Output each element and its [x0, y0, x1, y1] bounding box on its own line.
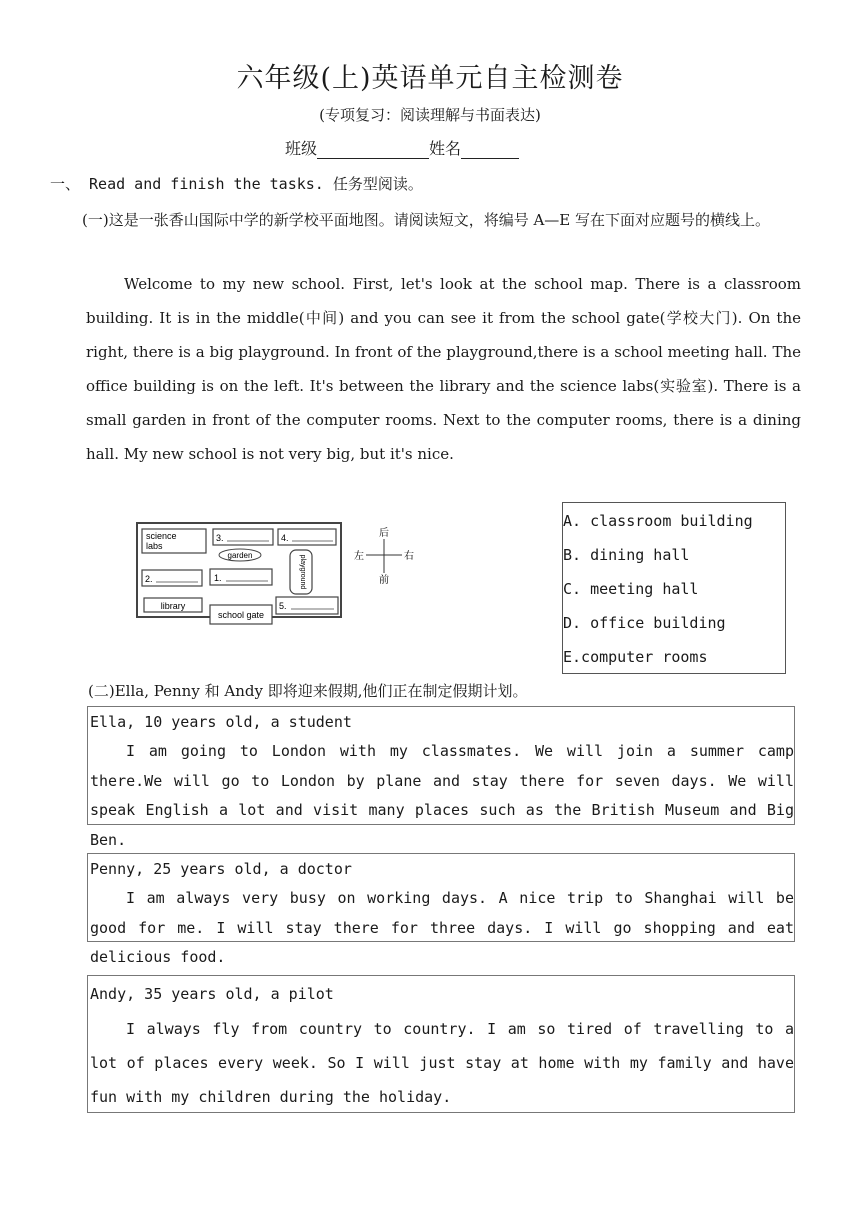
compass-front: 前	[379, 575, 389, 586]
person-text: I am always very busy on working days. A nice trip to Shanghai will be good for me. I will stay there for three days. I will go shopping and eat delicious food.	[90, 889, 794, 966]
playground-label: playground	[299, 554, 306, 590]
garden-label: garden	[227, 551, 253, 560]
library-label: library	[160, 601, 186, 611]
person-card-penny	[87, 853, 795, 966]
compass-right: 右	[404, 551, 414, 562]
class-blank[interactable]	[317, 142, 429, 159]
option-b: B. dining hall	[563, 546, 690, 564]
person-card-andy	[87, 975, 795, 1113]
page-title: 六年级(上)英语单元自主检测卷	[236, 63, 624, 94]
option-d: D. office building	[563, 614, 726, 632]
option-c: C. meeting hall	[563, 580, 699, 598]
person-name: Penny, 25 years old, a doctor	[90, 860, 352, 878]
person-text: I always fly from country to country. I am so tired of travelling to a lot of places every week. So I will just stay at home with my family and have fun with my children during the holiday.	[90, 1020, 794, 1106]
class-label: 班级	[285, 139, 318, 158]
compass-left: 左	[354, 551, 364, 562]
school-gate-label: school gate	[217, 610, 265, 620]
name-blank[interactable]	[461, 142, 519, 159]
reading-passage	[86, 267, 801, 471]
person-text: I am going to London with my classmates. We will join a summer camp there.We will go to London by plane and stay there for seven days. We will speak English a lot and visit many places such as the British Museum and Big Ben.	[90, 742, 794, 849]
school-map	[136, 520, 346, 625]
page-subtitle: (专项复习：阅读理解与书面表达)	[319, 106, 541, 124]
science-labs-label-1: science	[146, 531, 177, 541]
compass-icon	[352, 525, 422, 587]
slot-3-label: 3.	[216, 533, 224, 543]
name-label: 姓名	[429, 139, 462, 158]
options-box	[562, 502, 786, 674]
slot-1-label: 1.	[214, 573, 222, 583]
passage-text: Welcome to my new school. First, let's look at the school map. There is a classroom building. It is in the middle(中间) and you can see it from the school gate(学校大门). On the right, there is a big playground. In front of the playground,there is a school meeting hall. The office building is on the left. It's between the library and the science labs(实验室). There is a small garden in front of the computer rooms. Next to the computer rooms, there is a dining hall. My new school is not very big, but it's nice.	[86, 275, 801, 463]
compass-back: 后	[379, 528, 389, 539]
slot-5-label: 5.	[279, 601, 287, 611]
option-a: A. classroom building	[563, 512, 753, 530]
part1-instruction: (一)这是一张香山国际中学的新学校平面地图。请阅读短文，将编号 A—E 写在下面对应题号的横线上。	[82, 211, 771, 229]
person-name: Ella, 10 years old, a student	[90, 713, 352, 731]
slot-4-label: 4.	[281, 533, 289, 543]
person-card-ella	[87, 706, 795, 849]
section-heading: 一、 Read and finish the tasks. 任务型阅读。	[50, 175, 423, 193]
science-labs-label-2: labs	[146, 541, 163, 551]
student-info-line	[285, 136, 519, 159]
part2-instruction: (二)Ella, Penny 和 Andy 即将迎来假期,他们正在制定假期计划。	[88, 682, 528, 700]
slot-2-label: 2.	[145, 574, 153, 584]
option-e: E.computer rooms	[563, 648, 708, 666]
person-name: Andy, 35 years old, a pilot	[90, 985, 334, 1003]
